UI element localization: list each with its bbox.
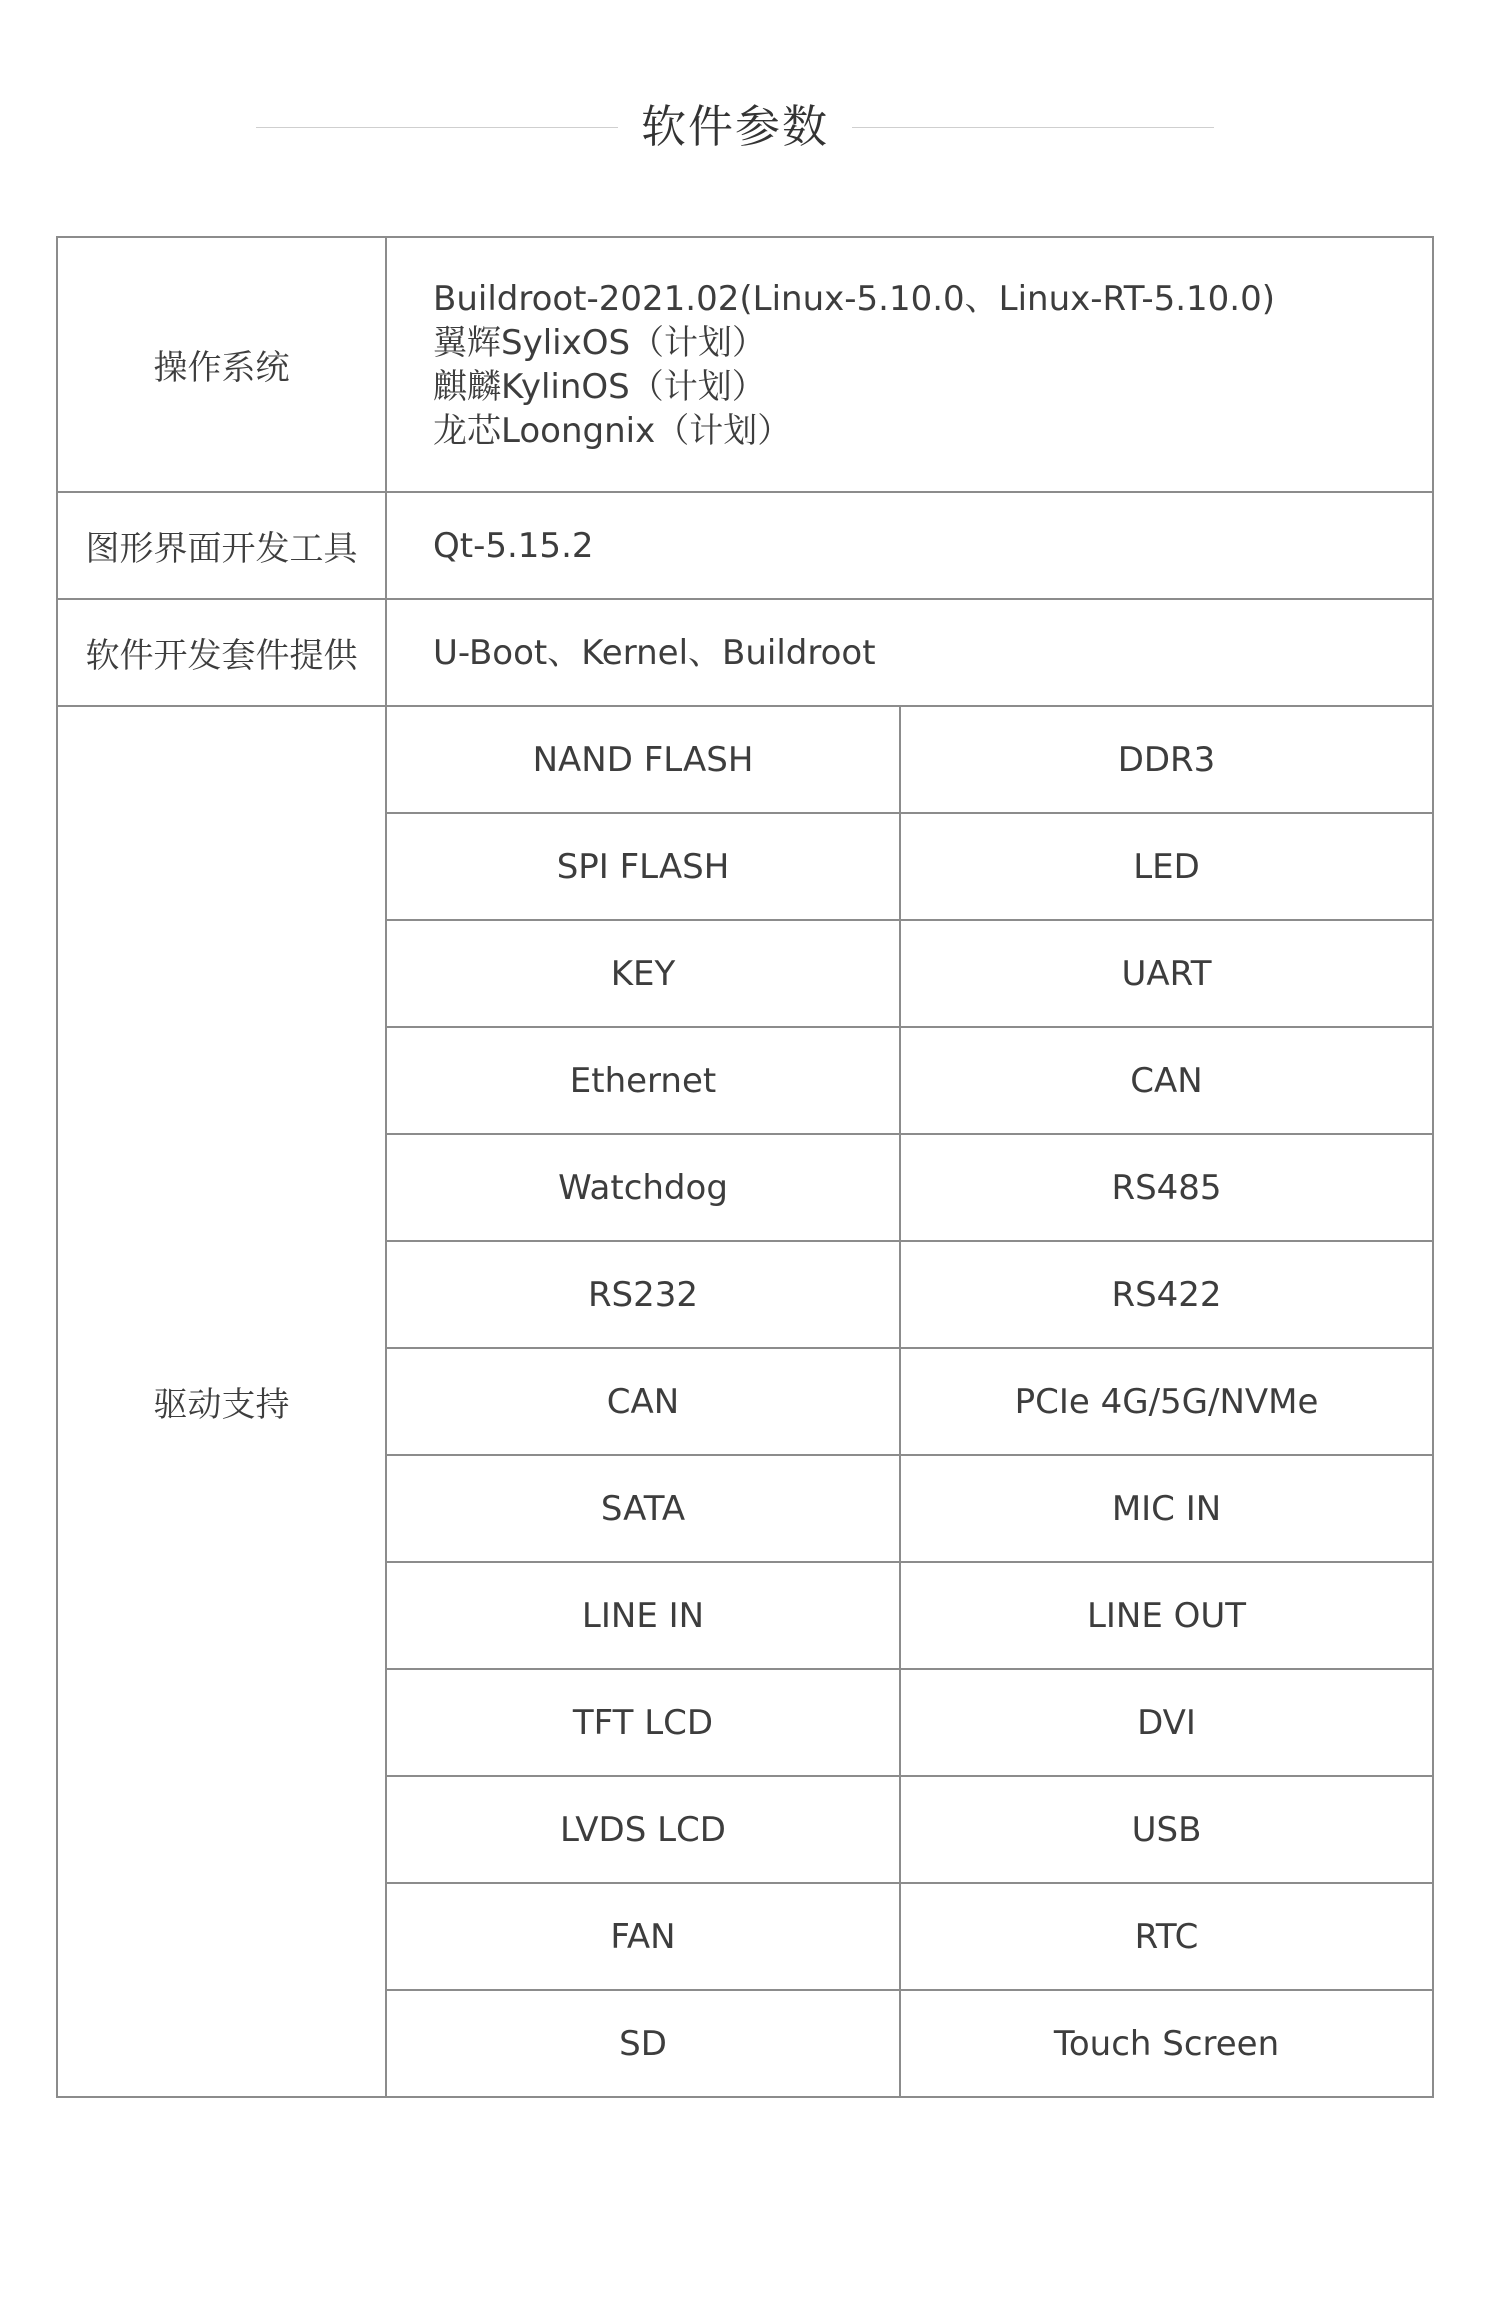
- driver-cell: RTC: [900, 1883, 1433, 1990]
- title-divider-left: [256, 127, 618, 128]
- gui-label: 图形界面开发工具: [57, 492, 386, 599]
- title-divider-right: [852, 127, 1214, 128]
- driver-cell: SPI FLASH: [386, 813, 900, 920]
- gui-value: Qt-5.15.2: [386, 492, 1433, 599]
- driver-cell: MIC IN: [900, 1455, 1433, 1562]
- section-header: [0, 92, 1500, 162]
- driver-cell: PCIe 4G/5G/NVMe: [900, 1348, 1433, 1455]
- os-value: [386, 237, 1433, 492]
- section-title: 软件参数: [640, 100, 829, 153]
- driver-cell: LVDS LCD: [386, 1776, 900, 1883]
- driver-cell: DVI: [900, 1669, 1433, 1776]
- sdk-value: U-Boot、Kernel、Buildroot: [386, 599, 1433, 706]
- driver-cell: RS232: [386, 1241, 900, 1348]
- os-line: 龙芯Loongnix（计划）: [433, 410, 792, 451]
- driver-cell: TFT LCD: [386, 1669, 900, 1776]
- drivers-label: 驱动支持: [57, 706, 386, 2097]
- os-line: 翼辉SylixOS（计划）: [433, 322, 767, 363]
- driver-cell: LED: [900, 813, 1433, 920]
- driver-cell: Watchdog: [386, 1134, 900, 1241]
- driver-cell: RS422: [900, 1241, 1433, 1348]
- driver-cell: Touch Screen: [900, 1990, 1433, 2097]
- table-row-sdk: [57, 599, 1433, 706]
- driver-cell: KEY: [386, 920, 900, 1027]
- sdk-label: 软件开发套件提供: [57, 599, 386, 706]
- os-line: Buildroot-2021.02(Linux-5.10.0、Linux-RT-5.10.0): [433, 278, 1276, 319]
- os-line: 麒麟KylinOS（计划）: [433, 366, 766, 407]
- driver-cell: LINE IN: [386, 1562, 900, 1669]
- driver-cell: FAN: [386, 1883, 900, 1990]
- driver-cell: USB: [900, 1776, 1433, 1883]
- software-spec-table: [56, 236, 1434, 2098]
- table-row-os: [57, 237, 1433, 492]
- driver-cell: NAND FLASH: [386, 706, 900, 813]
- table-row-gui: [57, 492, 1433, 599]
- driver-cell: UART: [900, 920, 1433, 1027]
- driver-cell: CAN: [386, 1348, 900, 1455]
- driver-cell: RS485: [900, 1134, 1433, 1241]
- driver-cell: Ethernet: [386, 1027, 900, 1134]
- os-label: 操作系统: [57, 237, 386, 492]
- driver-cell: DDR3: [900, 706, 1433, 813]
- driver-cell: SATA: [386, 1455, 900, 1562]
- driver-cell: LINE OUT: [900, 1562, 1433, 1669]
- driver-row: [57, 706, 1433, 813]
- driver-cell: CAN: [900, 1027, 1433, 1134]
- driver-cell: SD: [386, 1990, 900, 2097]
